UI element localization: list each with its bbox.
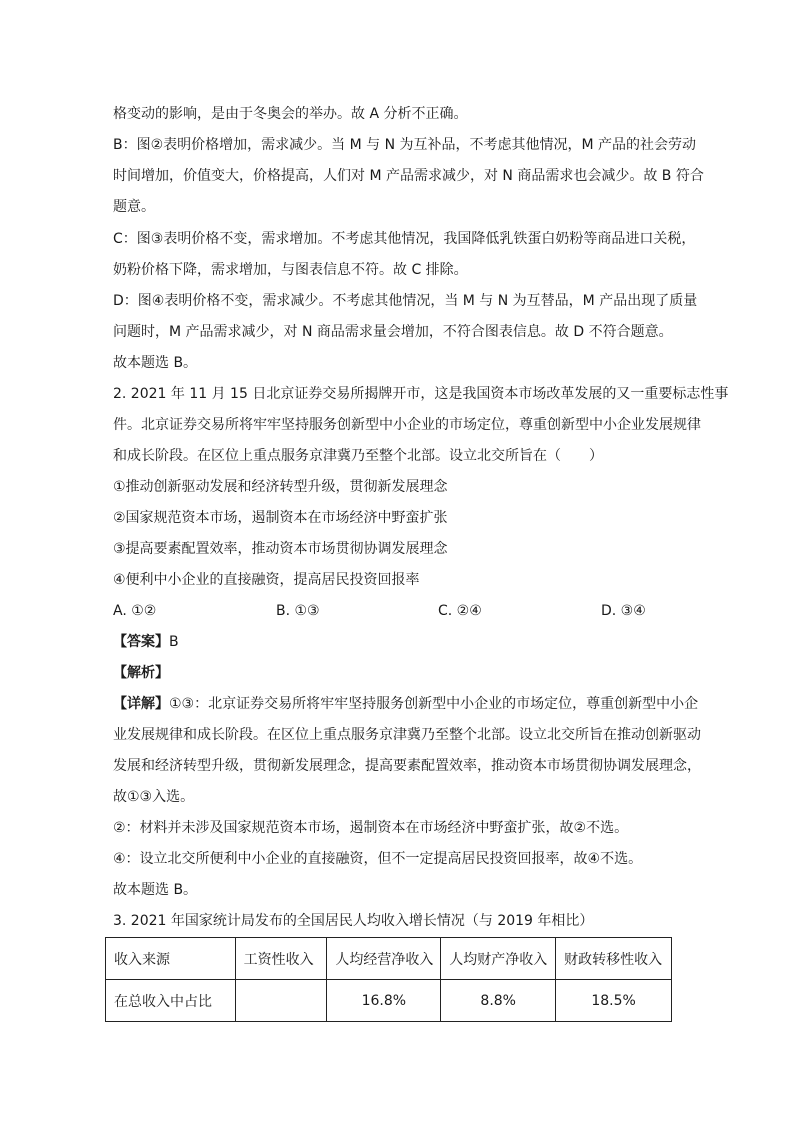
option-b: B. ①③	[276, 603, 320, 619]
question-2-stem: 和成长阶段。在区位上重点服务京津冀乃至整个北部。设立北交所旨在（ ）	[113, 448, 603, 464]
paragraph-line: 故本题选 B。	[113, 355, 198, 371]
table-cell: 16.8%	[327, 980, 441, 1022]
statement-3: ③提高要素配置效率，推动资本市场贯彻协调发展理念	[113, 541, 448, 557]
paragraph-line: D：图④表明价格不变，需求减少。不考虑其他情况，当 M 与 N 为互替品，M 产品出现了质量	[113, 293, 698, 309]
table-cell: 在总收入中占比	[106, 980, 236, 1022]
table-header-cell: 人均经营净收入	[327, 938, 441, 980]
table-cell: 8.8%	[441, 980, 556, 1022]
table-header-cell: 工资性收入	[235, 938, 327, 980]
detail-line: 发展和经济转型升级，贯彻新发展理念，提高要素配置效率，推动资本市场贯彻协调发展理念，	[113, 758, 701, 774]
statement-1: ①推动创新驱动发展和经济转型升级，贯彻新发展理念	[113, 479, 448, 495]
answer-tag: 【答案】	[113, 634, 169, 650]
detail-line: ②：材料并未涉及国家规范资本市场，遏制资本在市场经济中野蛮扩张，故②不选。	[113, 820, 629, 836]
paragraph-line: 时间增加，价值变大，价格提高，人们对 M 产品需求减少，对 N 商品需求也会减少。故 B 符合	[113, 168, 704, 184]
answer-line	[113, 633, 693, 651]
question-2-stem: 2. 2021 年 11 月 15 日北京证券交易所揭牌开市，这是我国资本市场改革发展的又一重要标志性事	[113, 386, 729, 402]
table-header-cell: 人均财产净收入	[441, 938, 556, 980]
analysis-tag-line	[113, 664, 693, 682]
table-header-cell: 收入来源	[106, 938, 236, 980]
statement-4: ④便利中小企业的直接融资，提高居民投资回报率	[113, 572, 420, 588]
paragraph-line: C：图③表明价格不变，需求增加。不考虑其他情况，我国降低乳铁蛋白奶粉等商品进口关税，	[113, 231, 696, 247]
question-2-stem: 件。北京证券交易所将牢牢坚持服务创新型中小企业的市场定位，尊重创新型中小企业发展规律	[113, 417, 701, 433]
option-a: A. ①②	[113, 603, 157, 619]
paragraph-line: B：图②表明价格增加，需求减少。当 M 与 N 为互补品，不考虑其他情况，M 产品的社会劳动	[113, 137, 697, 153]
paragraph-line: 格变动的影响，是由于冬奥会的举办。故 A 分析不正确。	[113, 106, 468, 122]
income-table	[105, 937, 672, 1022]
detail-line: 业发展规律和成长阶段。在区位上重点服务京津冀乃至整个北部。设立北交所旨在推动创新驱动	[113, 727, 701, 743]
table-row	[106, 980, 672, 1022]
analysis-tag: 【解析】	[113, 665, 169, 681]
table-header-cell: 财政转移性收入	[556, 938, 672, 980]
table-row	[106, 938, 672, 980]
detail-text: ①③：北京证券交易所将牢牢坚持服务创新型中小企业的市场定位，尊重创新型中小企	[169, 696, 699, 712]
paragraph-line: 题意。	[113, 199, 155, 215]
table-cell: 18.5%	[556, 980, 672, 1022]
detail-line: ④：设立北交所便利中小企业的直接融资，但不一定提高居民投资回报率，故④不选。	[113, 851, 643, 867]
detail-line	[113, 695, 699, 713]
question-3-stem: 3. 2021 年国家统计局发布的全国居民人均收入增长情况（与 2019 年相比）	[113, 913, 594, 929]
paragraph-line: 奶粉价格下降，需求增加，与图表信息不符。故 C 排除。	[113, 262, 468, 278]
statement-2: ②国家规范资本市场，遏制资本在市场经济中野蛮扩张	[113, 510, 448, 526]
detail-tag: 【详解】	[113, 696, 169, 712]
option-c: C. ②④	[438, 603, 482, 619]
option-d: D. ③④	[601, 603, 646, 619]
answer-value: B	[169, 634, 179, 650]
paragraph-line: 问题时，M 产品需求减少，对 N 商品需求量会增加，不符合图表信息。故 D 不符合题意。	[113, 324, 673, 340]
detail-line: 故①③入选。	[113, 789, 195, 805]
table-cell	[235, 980, 327, 1022]
detail-line: 故本题选 B。	[113, 882, 198, 898]
